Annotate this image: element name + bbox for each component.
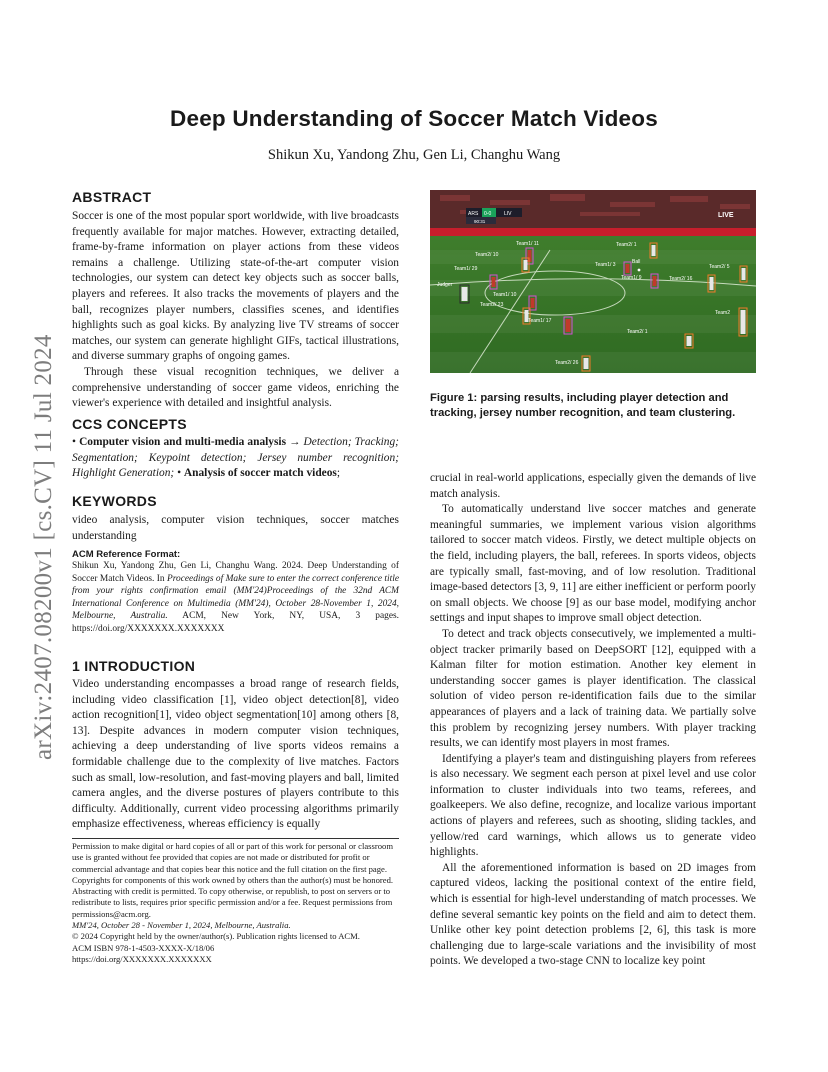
introduction-paragraph-1: Video understanding encompasses a broad range of research fields, including video classification [1], video object detection[8], video action recognition[1], video object segmentation[10] among others [8, 13]. Despite advances in modern computer vision techniques, achieving a deep understanding of live sports videos remains a formidable challenge due to the complexity of live matches. Factors such as small, low-resolution, and fast-moving players and ball, limited camera angles, and the diverse postures of players contribute to this difficulty. Additionally, current video processing algorithms primarily emphasize effectiveness, whereas efficiency is equally xyxy=(72,678,399,831)
soccer-parsing-figure xyxy=(430,190,756,373)
ccs-end: ; xyxy=(336,467,341,480)
intro-paragraph-5: All the aforementioned information is based on 2D images from captured videos, lacking the positional context of the entire field, which is essential for high-level understanding of match processes. We define several semantic key points on the field and aim to detect them. Unlike other key point detection problems [2, 6], this task is more challenging due to large-scale variations and the invisibility of most points. We developed a two-stage CNN to localize key point xyxy=(430,861,756,968)
box-label: Team2/ 23 xyxy=(480,302,504,308)
box-label: Team2/ 1 xyxy=(627,329,648,335)
intro-paragraph-continued: crucial in real-world applications, especially given the demands of live match analysis. xyxy=(430,472,756,500)
footnote-divider xyxy=(72,838,399,839)
ad-boards xyxy=(430,228,756,236)
player-figure xyxy=(741,310,746,334)
box-label: Team2/ 1 xyxy=(616,242,637,248)
player-figure xyxy=(566,319,571,332)
box-label: Team2/ 16 xyxy=(669,276,693,282)
ball-label: Ball xyxy=(632,259,641,265)
score-home: ARS xyxy=(468,211,479,217)
ccs-concept-2: Analysis of soccer match videos xyxy=(183,467,337,480)
box-label: Team1/ 3 xyxy=(595,262,616,268)
ccs-bullet: • xyxy=(177,467,182,480)
box-label: Team2/ 5 xyxy=(709,264,730,270)
acm-reference-heading: ACM Reference Format: xyxy=(72,549,181,560)
ccs-concept-1: Computer vision and multi-media analysis xyxy=(79,436,287,448)
box-label: Team2/ 26 xyxy=(555,360,579,366)
box-label: Judger xyxy=(437,282,453,288)
box-label: Team1/ 11 xyxy=(516,241,539,247)
player-figure xyxy=(492,277,496,287)
abstract-heading: ABSTRACT xyxy=(72,189,152,205)
box-label: Team1/ 10 xyxy=(493,292,517,298)
ccs-bullet: • xyxy=(72,436,76,448)
ccs-heading: CCS CONCEPTS xyxy=(72,416,187,432)
arxiv-stamp: arXiv:2407.08200v1 [cs.CV] 11 Jul 2024 xyxy=(30,334,57,760)
player-figure xyxy=(687,336,692,346)
figure-caption: Figure 1: parsing results, including player detection and tracking, jersey number recognition, and team clustering. xyxy=(430,392,736,420)
doi-line: https://doi.org/XXXXXXX.XXXXXXX xyxy=(72,953,212,964)
abstract-paragraph-2: Through these visual recognition techniques, we deliver a comprehensive understanding of soccer game videos, enriching the viewer's experience with detailed and insightful analysis. xyxy=(72,365,399,410)
box-label: Team2/ 10 xyxy=(475,252,499,258)
acm-reference-text: Shikun Xu, Yandong Zhu, Gen Li, Changhu Wang. 2024. Deep Understanding of Soccer Match Videos. In xyxy=(72,561,399,584)
right-column-body xyxy=(430,471,756,970)
acm-reference xyxy=(72,549,399,636)
player-figure xyxy=(652,245,656,256)
permission-footnote xyxy=(72,841,399,965)
copyright-line: © 2024 Copyright held by the owner/author(s). Publication rights licensed to ACM. xyxy=(72,931,360,942)
intro-paragraph-4: Identifying a player's team and distinguishing players from referees is also necessary. We segment each person at pixel level and use color information to cluster individuals into two teams, referees, and goalkeepers. We also define, recognize, and localize various important actions of players and referees, such as shooting, sliding tackles, and yellow/red card warnings, which allows us to generate video highlights. xyxy=(430,752,756,859)
box-label: Team2 xyxy=(715,310,731,316)
ccs-concept-1-detail: Detection; Tracking; Segmentation; Keypoint detection; Jersey number recognition; Highlight Generation; xyxy=(72,436,399,480)
author-list: Shikun Xu, Yandong Zhu, Gen Li, Changhu Wang xyxy=(267,147,561,163)
permission-text: Permission to make digital or hard copies of all or part of this work for personal or classroom use is granted without fee provided that copies are not made or distributed for profit or commercial advantage and that copies bear this notice and the full citation on the first page. Copyrights for components of this work owned by others than the author(s) must be honored. Abstracting with credit is permitted. To copy otherwise, or republish, to post on servers or to redistribute to lists, requires prior specific permission and/or a fee. Request permissions from permissions@acm.org. xyxy=(72,841,394,919)
ccs-concepts xyxy=(72,435,399,482)
abstract-paragraph-1: Soccer is one of the most popular sport worldwide, with live broadcasts frequently available for major matches. However, extracting detailed, frame-by-frame information on player actions from these videos remains a challenge. Utilizing state-of-the-art computer vision technologies, our system can detect key objects such as soccer balls, players and referees. It also tracks the movements of players and the ball, recognizes player numbers, classifies scenes, and identifies highlights such as goal kicks. By analyzing live TV streams of soccer matches, our system can generate highlight GIFs, tactical illustrations, and diverse summary graphs of ongoing games. xyxy=(72,210,399,363)
player-figure xyxy=(653,276,657,286)
introduction-heading: 1 INTRODUCTION xyxy=(72,658,196,674)
intro-paragraph-3: To detect and track objects consecutively, we implemented a multi-object tracker primarily based on DeepSORT [12], equipped with a Kalman filter for motion estimation. Another key element in understanding soccer games is player identification. The classical solution of video person re-identification fails due to the similar appearances of players and a lack of training data. We partially solve this problem by recognizing jersey numbers. With player tracking results, we can identify most players in most frames. xyxy=(430,627,756,750)
keywords-text: video analysis, computer vision techniques, soccer matches understanding xyxy=(72,514,399,542)
box-label: Team1/ 9 xyxy=(621,275,642,281)
player-figure xyxy=(531,298,535,308)
player-figure xyxy=(710,277,714,290)
intro-paragraph-2: To automatically understand live soccer matches and generate meaningful summaries, we implement various vision algorithms tailored to soccer match videos. Firstly, we detect multiple objects on the field, including players, the ball, referees. In sports videos, objects are typically small, fast-moving, and of low resolution. Traditional image-based detectors [3, 9, 11] are either inefficient or perform poorly on small objects. We choose [9] as our base model, modifying anchor settings and input shapes to improve small object detection. xyxy=(430,503,756,625)
ball xyxy=(638,269,641,272)
score-away: LIV xyxy=(504,211,512,217)
abstract-body xyxy=(72,209,399,412)
match-clock: 90:31 xyxy=(474,219,486,224)
player-figure xyxy=(524,260,528,270)
player-figure xyxy=(626,264,630,273)
live-indicator: LIVE xyxy=(718,212,734,219)
paper-title: Deep Understanding of Soccer Match Videos xyxy=(170,106,658,131)
box-label: Team1/ 17 xyxy=(528,318,552,324)
player-figure xyxy=(462,287,468,301)
acm-reference-venue: Proceedings of Make sure to enter the correct conference title from your rights confirmation email (MM'24)Proceedings of the 32nd ACM International Conference on Multimedia (MM'24), October 28-November 1, 2024, Melbourne, Australia. xyxy=(72,573,399,622)
box-label: Team1/ 29 xyxy=(454,266,478,272)
acm-reference-body xyxy=(72,560,399,636)
score-value: 0-0 xyxy=(484,211,492,217)
keywords-heading: KEYWORDS xyxy=(72,493,157,509)
ccs-arrow: → xyxy=(286,436,304,448)
venue-line: MM'24, October 28 - November 1, 2024, Melbourne, Australia. xyxy=(72,920,291,931)
player-figure xyxy=(742,268,746,280)
isbn-line: ACM ISBN 978-1-4503-XXXX-X/18/06 xyxy=(72,942,215,953)
player-figure xyxy=(584,358,589,369)
acm-reference-doi: ACM, New York, NY, USA, 3 pages. https://doi.org/XXXXXXX.XXXXXXX xyxy=(72,611,399,634)
